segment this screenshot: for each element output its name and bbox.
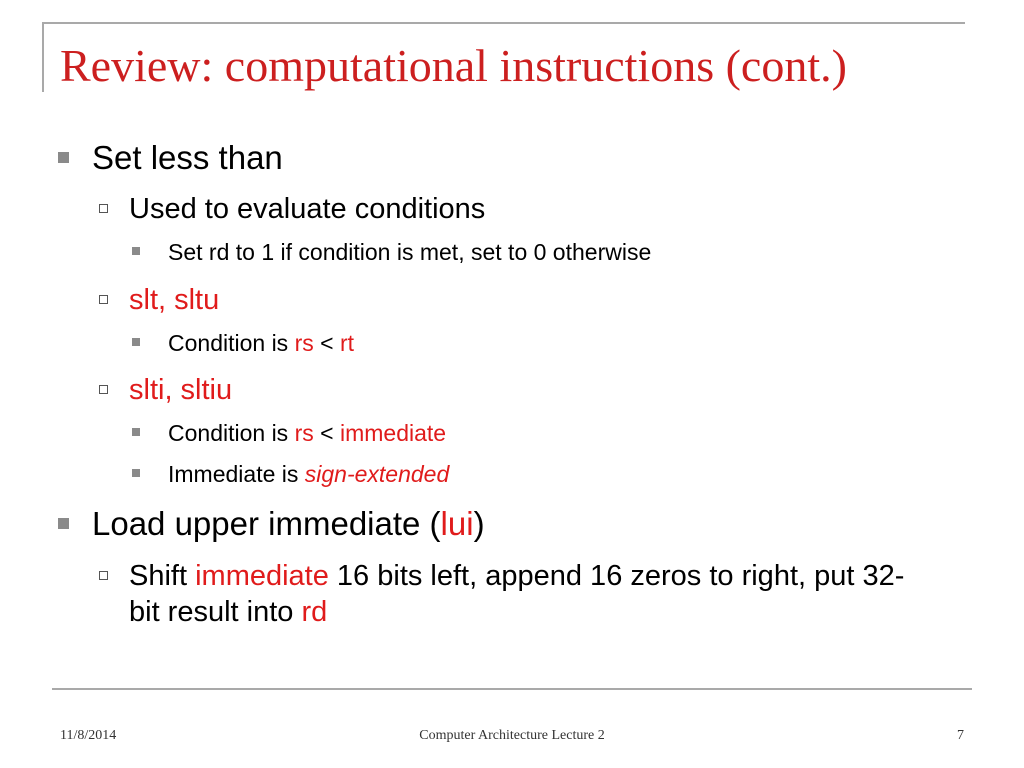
keyword-rd: rd bbox=[301, 596, 328, 628]
bullet-text: Used to evaluate conditions bbox=[129, 193, 486, 225]
subsubbullet-set-rd bbox=[168, 238, 651, 266]
text-prefix: Immediate is bbox=[168, 461, 305, 487]
keyword-immediate: immediate bbox=[339, 420, 447, 446]
square-bullet-icon bbox=[58, 518, 69, 529]
subbullet-slt-sltu bbox=[129, 282, 219, 318]
keyword-rs: rs bbox=[294, 420, 314, 446]
text-prefix: Load upper immediate ( bbox=[92, 505, 441, 542]
text-prefix: Condition is bbox=[168, 330, 295, 356]
hollow-square-bullet-icon bbox=[99, 295, 108, 304]
hollow-square-bullet-icon bbox=[99, 204, 108, 213]
text-suffix: ) bbox=[473, 505, 485, 542]
footer-date: 11/8/2014 bbox=[60, 728, 117, 743]
hollow-square-bullet-icon bbox=[99, 571, 108, 580]
less-than-symbol: < bbox=[313, 330, 340, 356]
subbullet-shift-immediate bbox=[129, 558, 929, 630]
keyword-sign-extended: sign-extended bbox=[304, 461, 450, 487]
keyword-immediate: immediate bbox=[195, 560, 329, 592]
keyword-rs: rs bbox=[294, 330, 314, 356]
bullet-text: slti, sltiu bbox=[129, 374, 233, 406]
subsubbullet-condition-rs-immediate bbox=[168, 419, 446, 447]
text-prefix: Condition is bbox=[168, 420, 295, 446]
square-bullet-icon bbox=[58, 152, 69, 163]
subbullet-used-to-evaluate bbox=[129, 191, 485, 227]
square-bullet-icon bbox=[132, 469, 140, 477]
bullet-text: Set rd to 1 if condition is met, set to 0 otherwise bbox=[168, 239, 652, 265]
hollow-square-bullet-icon bbox=[99, 385, 108, 394]
footer-course-title: Computer Architecture Lecture 2 bbox=[419, 728, 605, 743]
bullet-load-upper-immediate bbox=[92, 504, 485, 544]
bullet-text: Set less than bbox=[92, 139, 283, 176]
bullet-set-less-than bbox=[92, 138, 283, 178]
square-bullet-icon bbox=[132, 247, 140, 255]
subsubbullet-immediate-sign-extended bbox=[168, 460, 449, 488]
less-than-symbol: < bbox=[313, 420, 340, 446]
bullet-text: slt, sltu bbox=[129, 284, 220, 316]
text-middle: 16 bits left, append 16 zeros to right, put 32-bit result into bbox=[129, 560, 905, 628]
footer-divider bbox=[52, 688, 972, 690]
slide-title: Review: computational instructions (cont.) bbox=[60, 40, 847, 91]
subbullet-slti-sltiu bbox=[129, 372, 232, 408]
text-prefix: Shift bbox=[129, 560, 196, 592]
keyword-lui: lui bbox=[440, 505, 474, 542]
subsubbullet-condition-rs-rt bbox=[168, 329, 354, 357]
square-bullet-icon bbox=[132, 338, 140, 346]
footer-page-number: 7 bbox=[957, 728, 964, 743]
square-bullet-icon bbox=[132, 428, 140, 436]
keyword-rt: rt bbox=[339, 330, 355, 356]
